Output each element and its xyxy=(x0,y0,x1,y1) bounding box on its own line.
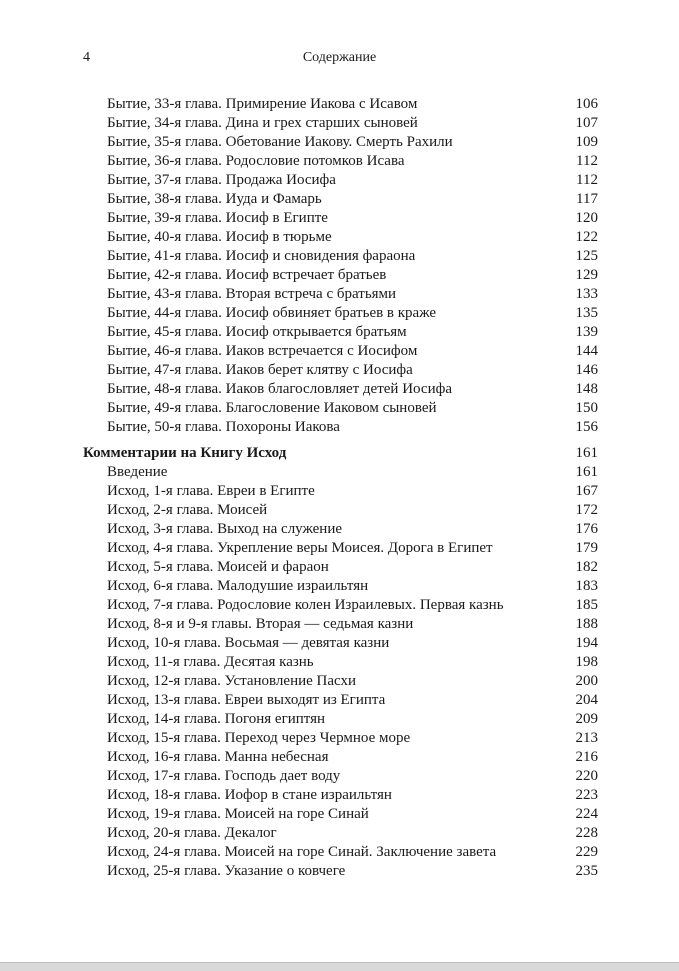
toc-entry-page: 220 xyxy=(575,768,598,784)
toc-entry-page: 125 xyxy=(575,248,598,264)
toc-entry-page: 204 xyxy=(575,692,598,708)
toc-entry-title: Исход, 13-я глава. Евреи выходят из Египта xyxy=(107,692,386,708)
toc-entry-page: 172 xyxy=(575,502,598,518)
toc-entry-page: 107 xyxy=(575,115,598,131)
toc-entry-page: 150 xyxy=(575,400,598,416)
toc-entry-title: Бытие, 44-я глава. Иосиф обвиняет братьев в краже xyxy=(107,305,437,321)
toc-entry xyxy=(107,482,598,501)
toc-entry-title: Исход, 5-я глава. Моисей и фараон xyxy=(107,559,329,575)
toc-entry-page: 117 xyxy=(576,191,598,207)
toc-entry-title: Исход, 12-я глава. Установление Пасхи xyxy=(107,673,357,689)
toc-entry xyxy=(107,596,598,615)
toc-entry-page: 122 xyxy=(575,229,598,245)
toc-entry xyxy=(107,824,598,843)
toc-entry-page: 112 xyxy=(576,153,598,169)
toc-entry-page: 194 xyxy=(575,635,598,651)
toc-entry-page: 112 xyxy=(576,172,598,188)
toc-entry-title: Бытие, 38-я глава. Иуда и Фамарь xyxy=(107,191,322,207)
toc-entry-page: 198 xyxy=(575,654,598,670)
toc-entry-title: Исход, 8-я и 9-я главы. Вторая — седьмая казни xyxy=(107,616,414,632)
toc-entry-title: Бытие, 36-я глава. Родословие потомков Исава xyxy=(107,153,405,169)
toc-entry-title: Исход, 7-я глава. Родословие колен Израилевых. Первая казнь xyxy=(107,597,504,613)
toc-entry-page: 176 xyxy=(575,521,598,537)
toc-entry xyxy=(107,228,598,247)
toc-entry-title: Бытие, 41-я глава. Иосиф и сновидения фараона xyxy=(107,248,416,264)
toc-entry xyxy=(107,520,598,539)
toc-entry xyxy=(107,862,598,881)
toc-entry-title: Исход, 2-я глава. Моисей xyxy=(107,502,268,518)
toc-entry xyxy=(107,285,598,304)
toc-entry-title: Бытие, 35-я глава. Обетование Иакову. Смерть Рахили xyxy=(107,134,453,150)
toc-entry-page: 179 xyxy=(575,540,598,556)
toc-entry-page: 161 xyxy=(575,445,598,461)
toc-entry xyxy=(107,577,598,596)
toc-entry xyxy=(107,323,598,342)
toc-entry-title: Бытие, 39-я глава. Иосиф в Египте xyxy=(107,210,328,226)
toc-entry-title: Бытие, 50-я глава. Похороны Иакова xyxy=(107,419,340,435)
toc-entry xyxy=(107,748,598,767)
toc-entry xyxy=(107,805,598,824)
toc-entry-title: Бытие, 42-я глава. Иосиф встречает братьев xyxy=(107,267,387,283)
page-number: 4 xyxy=(83,50,90,65)
toc-entry-page: 235 xyxy=(575,863,598,879)
toc-entry xyxy=(107,247,598,266)
toc-entry-page: 185 xyxy=(575,597,598,613)
toc-entry-title: Бытие, 33-я глава. Примирение Иакова с Исавом xyxy=(107,96,418,112)
toc-entry-title: Бытие, 43-я глава. Вторая встреча с братьями xyxy=(107,286,397,302)
toc-entry-page: 133 xyxy=(575,286,598,302)
toc-section-heading xyxy=(83,444,598,463)
toc-entry xyxy=(107,114,598,133)
toc-entry xyxy=(107,209,598,228)
toc-entry-title: Исход, 3-я глава. Выход на служение xyxy=(107,521,343,537)
toc-entry-title: Исход, 1-я глава. Евреи в Египте xyxy=(107,483,315,499)
toc-entry-page: 182 xyxy=(575,559,598,575)
toc-entry-title: Исход, 4-я глава. Укрепление веры Моисея. Дорога в Египет xyxy=(107,540,493,556)
toc-entry-title: Бытие, 40-я глава. Иосиф в тюрьме xyxy=(107,229,332,245)
toc-entry-page: 144 xyxy=(575,343,598,359)
toc-entry xyxy=(107,843,598,862)
toc-entry xyxy=(107,152,598,171)
toc-entry-title: Исход, 15-я глава. Переход через Чермное море xyxy=(107,730,411,746)
toc-entry-page: 109 xyxy=(575,134,598,150)
toc-entry-page: 223 xyxy=(575,787,598,803)
toc-entry xyxy=(107,133,598,152)
toc-entry-title: Бытие, 45-я глава. Иосиф открывается братьям xyxy=(107,324,407,340)
toc-entry-title: Исход, 17-я глава. Господь дает воду xyxy=(107,768,341,784)
toc-entry xyxy=(107,95,598,114)
toc-entry xyxy=(107,399,598,418)
toc-entry-page: 148 xyxy=(575,381,598,397)
toc-entry-page: 161 xyxy=(575,464,598,480)
toc-entry-page: 106 xyxy=(575,96,598,112)
toc-entry-page: 229 xyxy=(575,844,598,860)
toc-entry-page: 213 xyxy=(575,730,598,746)
toc-entry-title: Исход, 19-я глава. Моисей на горе Синай xyxy=(107,806,369,822)
toc-entry xyxy=(107,380,598,399)
toc-entry-page: 200 xyxy=(575,673,598,689)
toc-entry xyxy=(107,729,598,748)
toc-entry-title: Бытие, 47-я глава. Иаков берет клятву с Иосифа xyxy=(107,362,413,378)
toc-entry-page: 183 xyxy=(575,578,598,594)
toc-entry xyxy=(107,710,598,729)
toc-entry-title: Бытие, 48-я глава. Иаков благословляет детей Иосифа xyxy=(107,381,452,397)
toc-entry xyxy=(107,672,598,691)
toc-entry-title: Введение xyxy=(107,464,168,480)
toc-entry xyxy=(107,342,598,361)
toc-entry xyxy=(107,418,598,437)
toc-entry xyxy=(107,634,598,653)
toc-entry-page: 135 xyxy=(575,305,598,321)
running-header-title: Содержание xyxy=(302,50,377,65)
toc-entry xyxy=(107,304,598,323)
toc-entry-title: Исход, 14-я глава. Погоня египтян xyxy=(107,711,326,727)
toc-entry-page: 139 xyxy=(575,324,598,340)
toc-entry-page: 129 xyxy=(575,267,598,283)
toc-entry-title: Исход, 6-я глава. Малодушие израильтян xyxy=(107,578,369,594)
toc-entry-title: Исход, 25-я глава. Указание о ковчеге xyxy=(107,863,346,879)
toc-entry xyxy=(107,539,598,558)
toc-entry xyxy=(107,615,598,634)
toc-entry xyxy=(107,190,598,209)
toc-entry xyxy=(107,171,598,190)
toc-entry xyxy=(107,767,598,786)
toc-entry-title: Исход, 10-я глава. Восьмая — девятая казни xyxy=(107,635,390,651)
toc-entry-page: 120 xyxy=(575,210,598,226)
toc-entry-title: Бытие, 37-я глава. Продажа Иосифа xyxy=(107,172,336,188)
toc-entry-page: 216 xyxy=(575,749,598,765)
toc-entry xyxy=(107,266,598,285)
toc-entry xyxy=(107,558,598,577)
toc-entry-page: 146 xyxy=(575,362,598,378)
toc-entry-page: 167 xyxy=(575,483,598,499)
toc-entry xyxy=(107,691,598,710)
toc-entry-title: Бытие, 46-я глава. Иаков встречается с Иосифом xyxy=(107,343,418,359)
toc-entry-title: Исход, 18-я глава. Иофор в стане израильтян xyxy=(107,787,392,803)
toc-entry-title: Исход, 16-я глава. Манна небесная xyxy=(107,749,329,765)
toc-entry-page: 224 xyxy=(575,806,598,822)
toc-entry xyxy=(107,501,598,520)
toc-entry-title: Исход, 20-я глава. Декалог xyxy=(107,825,277,841)
toc-entry-title: Исход, 24-я глава. Моисей на горе Синай. Заключение завета xyxy=(107,844,497,860)
toc-entry-page: 156 xyxy=(575,419,598,435)
toc-entry xyxy=(107,786,598,805)
toc-entry-title: Бытие, 49-я глава. Благословение Иаковом сыновей xyxy=(107,400,437,416)
toc-entry xyxy=(107,361,598,380)
toc-entry xyxy=(107,653,598,672)
toc-entry-title: Исход, 11-я глава. Десятая казнь xyxy=(107,654,314,670)
toc-entry-page: 228 xyxy=(575,825,598,841)
toc-entry xyxy=(107,463,598,482)
toc-entry-page: 209 xyxy=(575,711,598,727)
toc-entry-title: Бытие, 34-я глава. Дина и грех старших сыновей xyxy=(107,115,418,131)
toc-entry-page: 188 xyxy=(575,616,598,632)
toc-entry-title: Комментарии на Книгу Исход xyxy=(83,445,287,461)
